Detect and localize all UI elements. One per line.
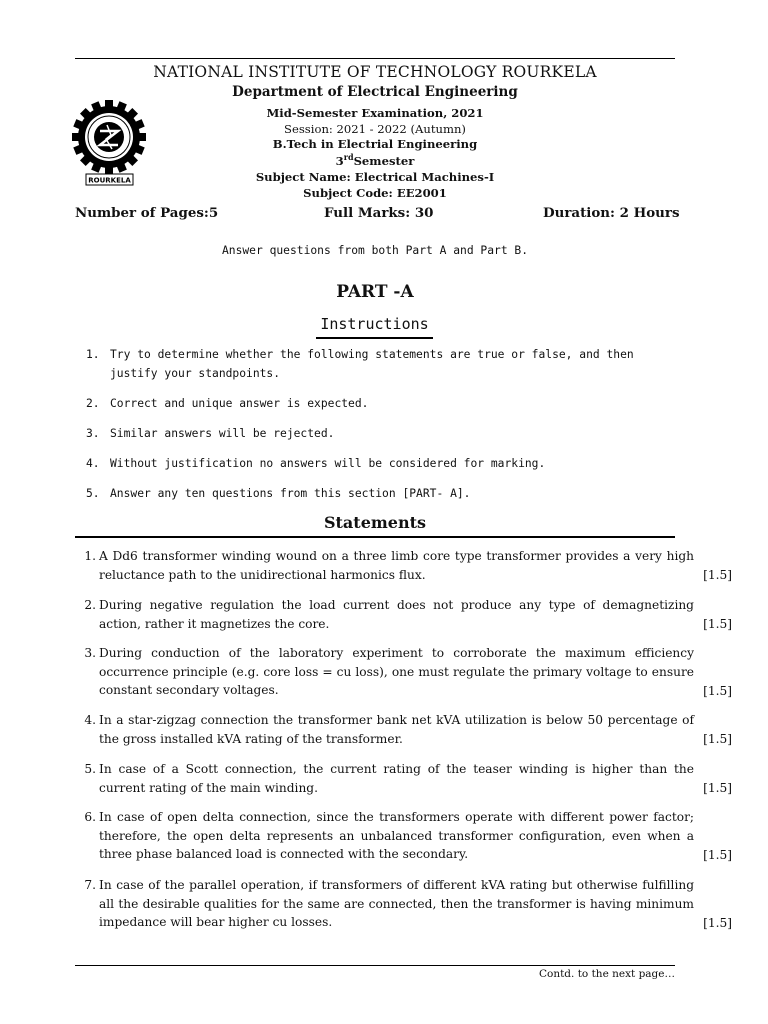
- semester: [75, 152, 675, 168]
- statement-text: A Dd6 transformer winding wound on a three limb core type transformer provides a very high reluctance path to the unidirectional harmonics flux.: [99, 549, 694, 582]
- statement-marks: [1.5]: [703, 732, 732, 747]
- instruction-number: 3.: [86, 427, 100, 440]
- statement-number: 6.: [84, 810, 96, 824]
- part-a-title: PART -A: [336, 282, 414, 302]
- program: B.Tech in Electrial Engineering: [272, 137, 478, 151]
- statement-text: In case of a Scott connection, the current rating of the teaser winding is higher than the current rating of the main winding.: [99, 762, 694, 795]
- continued-note: Contd. to the next page…: [538, 968, 675, 980]
- statement-text: During conduction of the laboratory experiment to corroborate the maximum efficiency occurrence principle (e.g. core loss = cu loss), one must regulate the primary voltage to ensure constant secondary voltages.: [99, 646, 694, 698]
- statement-text: In a star-zigzag connection the transformer bank net kVA utilization is below 50 percentage of the gross installed kVA rating of the transformer.: [99, 713, 694, 746]
- statement-item: [80, 711, 732, 749]
- instruction-text: Correct and unique answer is expected.: [110, 397, 369, 410]
- full-marks: Full Marks: 30: [324, 205, 434, 221]
- instruction-number: 1.: [86, 348, 100, 361]
- instruction-number: 5.: [86, 487, 100, 500]
- subject-name: Subject Name: Electrical Machines-I: [255, 170, 495, 184]
- semester-suffix: rd: [343, 152, 354, 162]
- statement-text: In case of the parallel operation, if transformers of different kVA rating but otherwise fulfilling all the desirable qualities for the same are connected, then the transformer is having minimum impedance will bear higher cu losses.: [99, 878, 694, 930]
- statement-number: 7.: [84, 878, 96, 892]
- statements-heading: Statements: [323, 513, 427, 532]
- page-count: Number of Pages:5: [75, 205, 219, 221]
- instruction-item: [86, 425, 706, 444]
- statement-marks: [1.5]: [703, 684, 732, 699]
- institute-name: NATIONAL INSTITUTE OF TECHNOLOGY ROURKELA: [153, 63, 597, 81]
- instruction-item: [86, 346, 706, 383]
- instruction-item: [86, 455, 706, 474]
- statement-item: [80, 808, 732, 865]
- statement-number: 1.: [84, 549, 96, 563]
- semester-number: 3: [335, 153, 344, 168]
- session: Session: 2021 - 2022 (Autumn): [284, 122, 466, 136]
- instruction-text: Try to determine whether the following statements are true or false, and then justify your standpoints.: [110, 348, 634, 380]
- statement-number: 2.: [84, 598, 96, 612]
- instruction-text: Similar answers will be rejected.: [110, 427, 335, 440]
- statement-item: [80, 547, 732, 585]
- exam-title: Mid-Semester Examination, 2021: [266, 106, 484, 120]
- statement-marks: [1.5]: [703, 916, 732, 931]
- statement-marks: [1.5]: [703, 617, 732, 632]
- statement-text: During negative regulation the load current does not produce any type of demagnetizing action, rather it magnetizes the core.: [99, 598, 694, 631]
- logo-text: ROURKELA: [88, 176, 131, 185]
- statement-text: In case of open delta connection, since the transformers operate with different power factor; therefore, the open delta represents an unbalanced transformer configuration, even when a three phase balanced load is connected with the secondary.: [99, 810, 694, 862]
- bottom-rule: [75, 965, 675, 966]
- semester-word: Semester: [353, 153, 415, 168]
- statement-number: 3.: [84, 646, 96, 660]
- statement-item: [80, 596, 732, 634]
- instructions-underline: [316, 337, 433, 339]
- instruction-item: [86, 395, 706, 414]
- statements-rule: [75, 536, 675, 538]
- instructions-heading: Instructions: [320, 315, 429, 333]
- statement-marks: [1.5]: [703, 568, 732, 583]
- statement-marks: [1.5]: [703, 848, 732, 863]
- instruction-item: [86, 485, 706, 504]
- statement-number: 4.: [84, 713, 96, 727]
- instruction-number: 2.: [86, 397, 100, 410]
- statement-item: [80, 760, 732, 798]
- instruction-number: 4.: [86, 457, 100, 470]
- department-name: Department of Electrical Engineering: [232, 84, 518, 100]
- duration: Duration: 2 Hours: [543, 205, 680, 221]
- statement-item: [80, 876, 732, 933]
- top-rule: [75, 58, 675, 59]
- statement-item: [80, 644, 732, 701]
- instruction-text: Answer any ten questions from this section [PART- A].: [110, 487, 471, 500]
- statement-number: 5.: [84, 762, 96, 776]
- statement-marks: [1.5]: [703, 781, 732, 796]
- subject-code: Subject Code: EE2001: [303, 186, 447, 200]
- general-instruction: Answer questions from both Part A and Part B.: [221, 244, 529, 257]
- instruction-text: Without justification no answers will be considered for marking.: [110, 457, 546, 470]
